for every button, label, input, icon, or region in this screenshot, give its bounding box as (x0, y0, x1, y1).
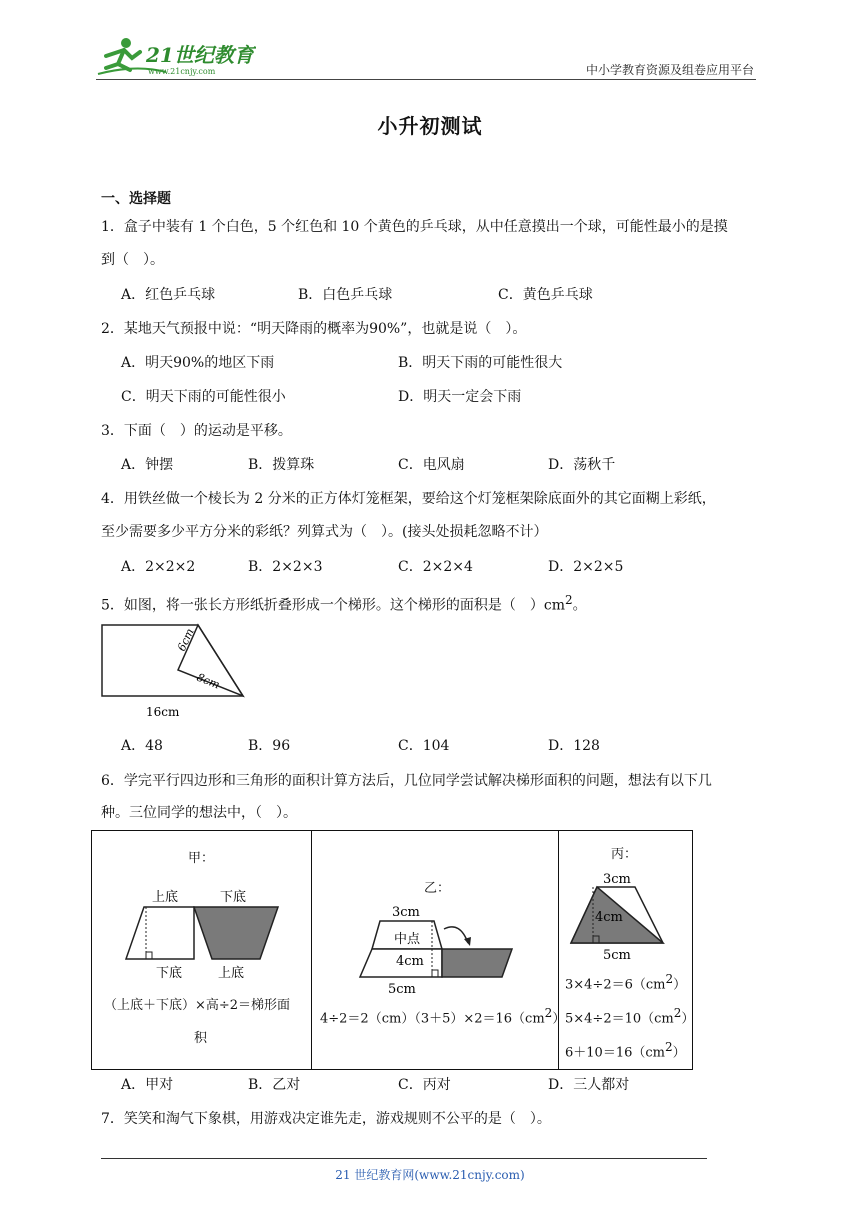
q5-option-a[interactable]: A．48 (121, 738, 163, 754)
q3-text: 3．下面（ ）的运动是平移。 (101, 423, 292, 439)
q3-option-d[interactable]: D．荡秋千 (548, 457, 616, 473)
q6-text-line1: 6．学完平行四边形和三角形的面积计算方法后，几位同学尝试解决梯形面积的问题，想法有以下几 (101, 773, 712, 789)
q5-text: 5．如图，将一张长方形纸折叠形成一个梯形。这个梯形的面积是（ ）$cm^2$。 (101, 593, 587, 614)
cell-bing (559, 831, 695, 1069)
header-divider (96, 79, 756, 80)
section-title: 一、选择题 (101, 191, 171, 207)
jia-top-label-2: 下底 (220, 890, 247, 905)
q5-side-label: 6cm (174, 626, 197, 654)
q4-option-a[interactable]: A．2×2×2 (121, 559, 196, 575)
q6-option-c[interactable]: C．丙对 (398, 1077, 451, 1093)
page-title: 小升初测试 (377, 114, 483, 138)
bing-calc-line1: $3\times 4\div 2=6(cm^2)$ (565, 972, 687, 993)
bing-calc-line2: $5\times 4\div 2=10(cm^2)$ (565, 1006, 695, 1027)
q5-fold-label: 8cm (194, 670, 222, 692)
q3-option-b[interactable]: B．拨算珠 (248, 457, 315, 473)
q3-option-c[interactable]: C．电风扇 (398, 457, 465, 473)
yi-height-label: 4cm (396, 954, 424, 969)
q2-option-d[interactable]: D．明天一定会下雨 (398, 389, 522, 405)
q2-text: 2．某地天气预报中说：“明天降雨的概率为90%”，也就是说（ ）。 (101, 321, 527, 337)
jia-top-label-1: 上底 (152, 890, 179, 905)
jia-bottom-label-2: 上底 (218, 966, 245, 981)
q5-option-c[interactable]: C．104 (398, 738, 450, 754)
site-logo (96, 34, 256, 78)
jia-trapezoid-figure (122, 881, 282, 981)
q3-option-a[interactable]: A．钟摆 (121, 457, 174, 473)
q1-option-a[interactable]: A．红色乒乓球 (121, 287, 216, 303)
logo-text: 21世纪教育 (146, 43, 254, 67)
footer-link[interactable]: 21 世纪教育网(www.21cnjy.com) (335, 1168, 525, 1182)
bing-calc-line3: $6+10=16(cm^2)$ (565, 1040, 686, 1061)
yi-name: 乙： (424, 881, 451, 896)
bing-height-label: 4cm (595, 910, 623, 925)
platform-name: 中小学教育资源及组卷应用平台 (585, 63, 754, 77)
yi-trapezoid-figure (352, 899, 532, 994)
q5-option-d[interactable]: D．128 (548, 738, 600, 754)
q4-option-d[interactable]: D．2×2×5 (548, 559, 624, 575)
q1-option-c[interactable]: C．黄色乒乓球 (498, 287, 593, 303)
q6-option-a[interactable]: A．甲对 (121, 1077, 174, 1093)
q6-methods-table (91, 830, 693, 1070)
jia-bottom-label-1: 下底 (156, 966, 183, 981)
jia-name: 甲： (188, 851, 215, 866)
bing-name: 丙： (611, 847, 638, 862)
q5-folded-paper-figure (100, 622, 250, 722)
q4-option-b[interactable]: B．2×2×3 (248, 559, 323, 575)
q1-text-line2: 到（ ）。 (101, 252, 164, 268)
bing-bottom-label: 5cm (603, 948, 631, 963)
footer-divider (101, 1158, 707, 1159)
q4-text-line1: 4．用铁丝做一个棱长为 2 分米的正方体灯笼框架，要给这个灯笼框架除底面外的其它面糊上彩纸， (101, 491, 716, 507)
q5-option-b[interactable]: B．96 (248, 738, 291, 754)
q2-option-b[interactable]: B．明天下雨的可能性很大 (398, 355, 563, 371)
yi-bottom-label: 5cm (388, 982, 416, 994)
yi-formula: $4\div 2=2(cm)(3+5)\times 2=16(cm^2)$ (320, 1006, 566, 1027)
q6-text-line2: 种。三位同学的想法中，（ ）。 (101, 805, 297, 821)
bing-top-label: 3cm (603, 872, 631, 887)
logo-url: www.21cnjy.com (148, 67, 216, 76)
yi-top-label: 3cm (392, 905, 420, 920)
q5-base-label: 16cm (146, 705, 180, 719)
cell-jia (92, 831, 311, 1069)
q4-option-c[interactable]: C．2×2×4 (398, 559, 473, 575)
q7-text: 7．笑笑和淘气下象棋，用游戏决定谁先走，游戏规则不公平的是（ ）。 (101, 1111, 551, 1127)
q6-option-d[interactable]: D．三人都对 (548, 1077, 630, 1093)
bing-trapezoid-figure (569, 869, 679, 963)
q2-option-c[interactable]: C．明天下雨的可能性很小 (121, 389, 286, 405)
jia-formula-line1: （上底＋下底）×高÷2＝梯形面 (104, 998, 291, 1013)
yi-midpoint-label: 中点 (394, 932, 421, 947)
jia-formula-line2: 积 (194, 1031, 208, 1046)
q1-option-b[interactable]: B．白色乒乓球 (298, 287, 393, 303)
runner-logo-icon (96, 34, 256, 78)
q1-text-line1: 1．盒子中装有 1 个白色，5 个红色和 10 个黄色的乒乓球，从中任意摸出一个球，可能性最小的是摸 (101, 219, 728, 235)
cell-yi (312, 831, 566, 1069)
q6-option-b[interactable]: B．乙对 (248, 1077, 301, 1093)
q2-option-a[interactable]: A．明天90%的地区下雨 (121, 355, 275, 371)
q4-text-line2: 至少需要多少平方分米的彩纸？列算式为（ ）。(接头处损耗忽略不计） (101, 524, 548, 540)
